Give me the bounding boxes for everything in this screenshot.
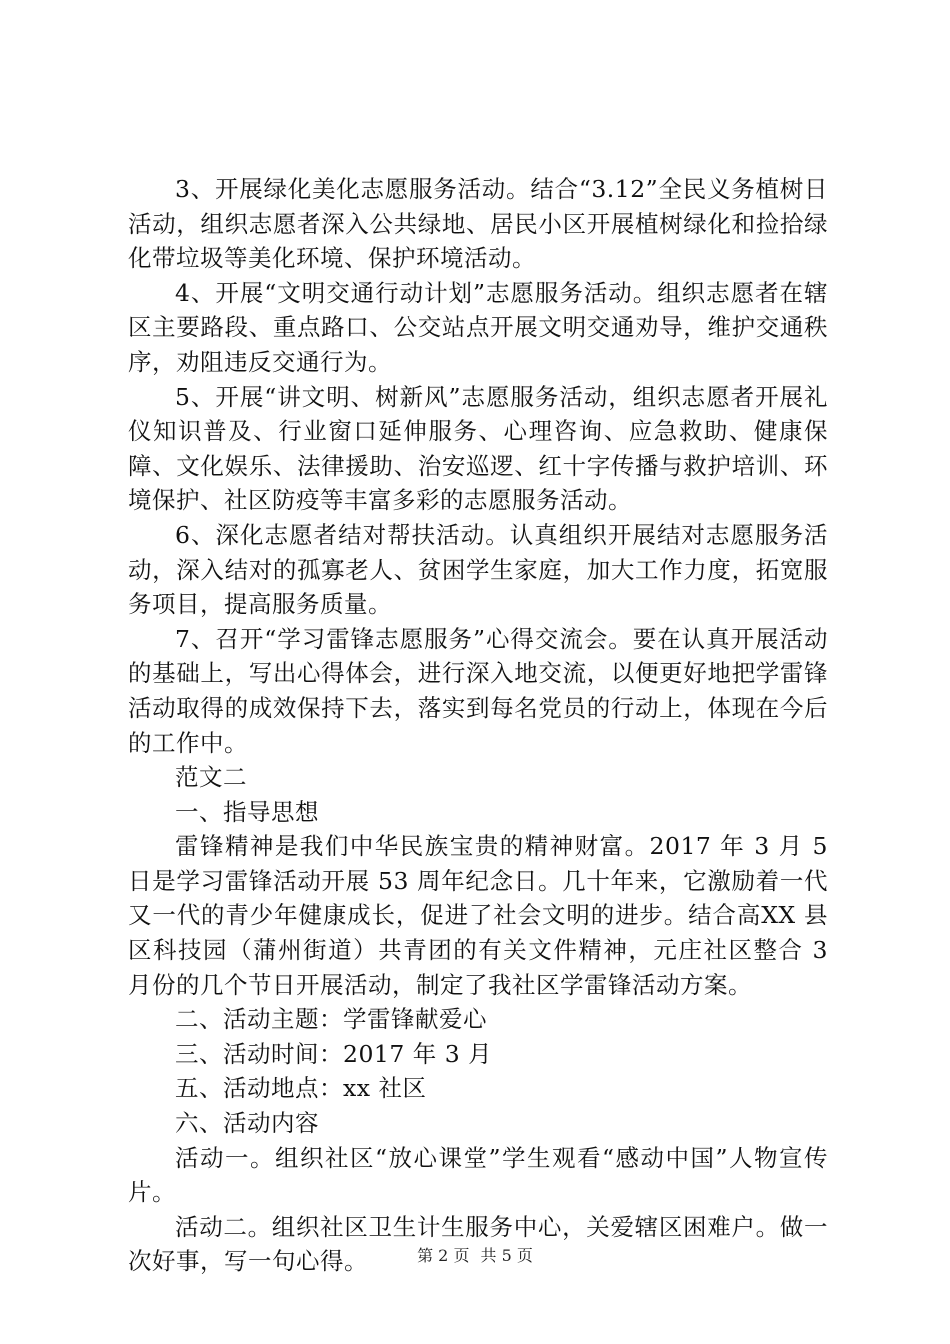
paragraph-item-5: 5、开展“讲文明、树新风”志愿服务活动，组织志愿者开展礼仪知识普及、行业窗口延伸服务、心理咨询、应急救助、健康保障、文化娱乐、法律援助、治安巡逻、红十字传播与救护培训、环境保护、社区防疫等丰富多彩的志愿服务活动。 (128, 382, 828, 515)
paragraph-item-3: 3、开展绿化美化志愿服务活动。结合“3.12”全民义务植树日活动，组织志愿者深入公共绿地、居民小区开展植树绿化和捡拾绿化带垃圾等美化环境、保护环境活动。 (128, 175, 828, 273)
page-number: 第 2 页 (417, 1246, 470, 1265)
heading-activity-content: 六、活动内容 (175, 1109, 319, 1138)
section-title-example-two: 范文二 (175, 763, 247, 792)
paragraph-item-7: 7、召开“学习雷锋志愿服务”心得交流会。要在认真开展活动的基础上，写出心得体会，进行深入地交流，以便更好地把学雷锋活动取得的成效保持下去，落实到每名党员的行动上，体现在今后的工作中。 (128, 624, 828, 757)
page-footer (0, 1243, 950, 1266)
heading-activity-time: 三、活动时间：2017 年 3 月 (175, 1039, 493, 1068)
paragraph-guiding-ideology: 雷锋精神是我们中华民族宝贵的精神财富。2017 年 3 月 5 日是学习雷锋活动开展 53 周年纪念日。几十年来，它激励着一代又一代的青少年健康成长，促进了社会文明的进步。结合高XX 县区科技园（蒲州街道）共青团的有关文件精神，元庄社区整合 3 月份的几个节日开展活动，制定了我社区学雷锋活动方案。 (128, 832, 828, 999)
paragraph-activity-two: 活动二。组织社区卫生计生服务中心，关爱辖区困难户。做一次好事，写一句心得。 (128, 1212, 828, 1276)
heading-guiding-ideology: 一、指导思想 (175, 797, 319, 826)
paragraph-activity-one: 活动一。组织社区“放心课堂”学生观看“感动中国”人物宣传片。 (128, 1143, 828, 1207)
paragraph-item-4: 4、开展“文明交通行动计划”志愿服务活动。组织志愿者在辖区主要路段、重点路口、公交站点开展文明交通劝导，维护交通秩序，劝阻违反交通行为。 (128, 278, 828, 376)
heading-activity-location: 五、活动地点：xx 社区 (175, 1074, 427, 1103)
page-total: 共 5 页 (480, 1246, 533, 1265)
document-body (128, 172, 828, 1279)
heading-activity-theme: 二、活动主题：学雷锋献爱心 (175, 1005, 487, 1034)
paragraph-item-6: 6、深化志愿者结对帮扶活动。认真组织开展结对志愿服务活动，深入结对的孤寡老人、贫困学生家庭，加大工作力度，拓宽服务项目，提高服务质量。 (128, 520, 828, 619)
